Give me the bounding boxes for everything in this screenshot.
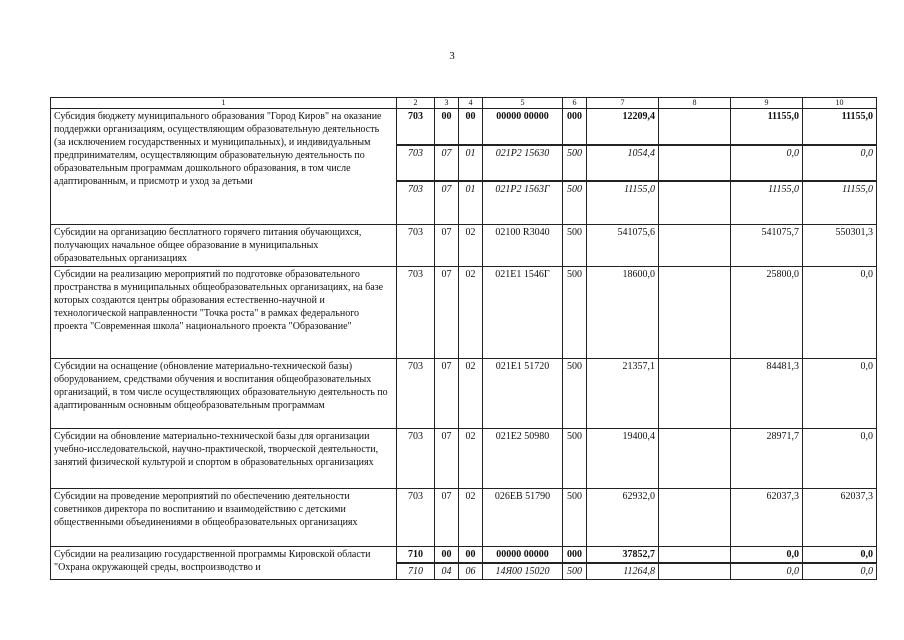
cell-c3: 07 [435, 429, 459, 489]
cell-c3: 07 [435, 359, 459, 429]
cell-c8 [659, 267, 731, 359]
cell-c10: 0,0 [803, 547, 877, 564]
cell-c7: 11264,8 [587, 563, 659, 580]
cell-c8 [659, 489, 731, 547]
cell-c10: 0,0 [803, 563, 877, 580]
row-description: Субсидии на реализацию мероприятий по подготовке образовательного пространства в муниципальных общеобразовательных организациях, на базе которых создаются центры образования естественно-научной и технологической направленности "Точка роста" в рамках федерального проекта "Современная школа" национального проекта "Образование" [51, 267, 397, 359]
table-row [51, 225, 877, 267]
row-description: Субсидии на организацию бесплатного горячего питания обучающихся, получающих начальное общее образование в муниципальных образовательных организациях [51, 225, 397, 267]
cell-c4: 02 [459, 225, 483, 267]
row-description: Субсидии на реализацию государственной программы Кировской области "Охрана окружающей среды, воспроизводство и [51, 547, 397, 580]
cell-c3: 07 [435, 225, 459, 267]
cell-c7: 12209,4 [587, 109, 659, 145]
cell-c9: 62037,3 [731, 489, 803, 547]
header-row [51, 98, 877, 109]
cell-c8 [659, 563, 731, 580]
cell-c10: 11155,0 [803, 181, 877, 225]
cell-c8 [659, 429, 731, 489]
cell-c4: 02 [459, 489, 483, 547]
cell-c9: 84481,3 [731, 359, 803, 429]
table-row [51, 547, 877, 564]
col-header: 4 [459, 98, 483, 109]
cell-c3: 00 [435, 109, 459, 145]
page-number: 3 [449, 50, 455, 62]
cell-c6: 500 [563, 489, 587, 547]
cell-c2: 703 [397, 181, 435, 225]
cell-c7: 19400,4 [587, 429, 659, 489]
cell-c2: 703 [397, 109, 435, 145]
cell-c2: 703 [397, 359, 435, 429]
cell-c5: 021E1 51720 [483, 359, 563, 429]
cell-c3: 07 [435, 489, 459, 547]
cell-c2: 710 [397, 547, 435, 564]
cell-c9: 0,0 [731, 145, 803, 181]
cell-c5: 026EB 51790 [483, 489, 563, 547]
cell-c7: 62932,0 [587, 489, 659, 547]
col-header: 8 [659, 98, 731, 109]
cell-c10: 0,0 [803, 267, 877, 359]
col-header: 1 [51, 98, 397, 109]
cell-c5: 00000 00000 [483, 109, 563, 145]
cell-c5: 14Я00 15020 [483, 563, 563, 580]
cell-c3: 00 [435, 547, 459, 564]
row-description: Субсидии на оснащение (обновление материально-технической базы) оборудованием, средствами обучения и воспитания общеобразовательных организаций, в том числе осуществляющих образовательную деятельность по адаптированным основным общеобразовательным программам [51, 359, 397, 429]
row-description: Субсидия бюджету муниципального образования "Город Киров" на оказание поддержки организациям, осуществляющим образовательную деятельность (за исключением государственных и муниципальных), и индивидуальным предпринимателям, осуществляющим образовательную деятельность по образовательным программам дошкольного образования, в том числе адаптированным, и присмотр и уход за детьми [51, 109, 397, 225]
table-row [51, 429, 877, 489]
cell-c8 [659, 181, 731, 225]
cell-c6: 000 [563, 547, 587, 564]
cell-c10: 0,0 [803, 359, 877, 429]
cell-c10: 550301,3 [803, 225, 877, 267]
cell-c7: 11155,0 [587, 181, 659, 225]
cell-c4: 06 [459, 563, 483, 580]
cell-c7: 21357,1 [587, 359, 659, 429]
cell-c3: 07 [435, 267, 459, 359]
cell-c5: 021P2 15630 [483, 145, 563, 181]
cell-c8 [659, 225, 731, 267]
cell-c6: 000 [563, 109, 587, 145]
cell-c3: 04 [435, 563, 459, 580]
cell-c3: 07 [435, 145, 459, 181]
cell-c10: 62037,3 [803, 489, 877, 547]
cell-c8 [659, 145, 731, 181]
cell-c9: 11155,0 [731, 181, 803, 225]
cell-c5: 021P2 1563Г [483, 181, 563, 225]
cell-c9: 541075,7 [731, 225, 803, 267]
cell-c7: 37852,7 [587, 547, 659, 564]
cell-c2: 703 [397, 267, 435, 359]
cell-c7: 1054,4 [587, 145, 659, 181]
table-row [51, 267, 877, 359]
budget-table [50, 97, 877, 580]
col-header: 5 [483, 98, 563, 109]
col-header: 7 [587, 98, 659, 109]
cell-c5: 00000 00000 [483, 547, 563, 564]
cell-c6: 500 [563, 181, 587, 225]
cell-c2: 703 [397, 145, 435, 181]
cell-c6: 500 [563, 145, 587, 181]
col-header: 2 [397, 98, 435, 109]
cell-c5: 021E2 50980 [483, 429, 563, 489]
cell-c8 [659, 109, 731, 145]
col-header: 10 [803, 98, 877, 109]
cell-c6: 500 [563, 359, 587, 429]
cell-c2: 710 [397, 563, 435, 580]
row-description: Субсидии на обновление материально-технической базы для организации учебно-исследовательской, научно-практической, творческой деятельности, занятий физической культурой и спортом в образовательных организациях [51, 429, 397, 489]
cell-c9: 0,0 [731, 563, 803, 580]
col-header: 9 [731, 98, 803, 109]
cell-c6: 500 [563, 429, 587, 489]
cell-c4: 00 [459, 109, 483, 145]
cell-c10: 0,0 [803, 145, 877, 181]
cell-c3: 07 [435, 181, 459, 225]
cell-c8 [659, 547, 731, 564]
cell-c7: 541075,6 [587, 225, 659, 267]
cell-c4: 02 [459, 429, 483, 489]
cell-c2: 703 [397, 489, 435, 547]
cell-c2: 703 [397, 225, 435, 267]
cell-c4: 01 [459, 181, 483, 225]
col-header: 3 [435, 98, 459, 109]
cell-c9: 11155,0 [731, 109, 803, 145]
cell-c4: 01 [459, 145, 483, 181]
col-header: 6 [563, 98, 587, 109]
cell-c10: 0,0 [803, 429, 877, 489]
cell-c8 [659, 359, 731, 429]
cell-c10: 11155,0 [803, 109, 877, 145]
cell-c9: 28971,7 [731, 429, 803, 489]
cell-c6: 500 [563, 225, 587, 267]
cell-c5: 021E1 1546Г [483, 267, 563, 359]
table-row [51, 489, 877, 547]
cell-c4: 00 [459, 547, 483, 564]
cell-c6: 500 [563, 267, 587, 359]
table-row [51, 109, 877, 145]
cell-c6: 500 [563, 563, 587, 580]
cell-c2: 703 [397, 429, 435, 489]
cell-c7: 18600,0 [587, 267, 659, 359]
cell-c9: 25800,0 [731, 267, 803, 359]
cell-c4: 02 [459, 359, 483, 429]
cell-c5: 02100 R3040 [483, 225, 563, 267]
cell-c9: 0,0 [731, 547, 803, 564]
row-description: Субсидии на проведение мероприятий по обеспечению деятельности советников директора по воспитанию и взаимодействию с детскими общественными объединениями в общеобразовательных организациях [51, 489, 397, 547]
table-row [51, 359, 877, 429]
cell-c4: 02 [459, 267, 483, 359]
